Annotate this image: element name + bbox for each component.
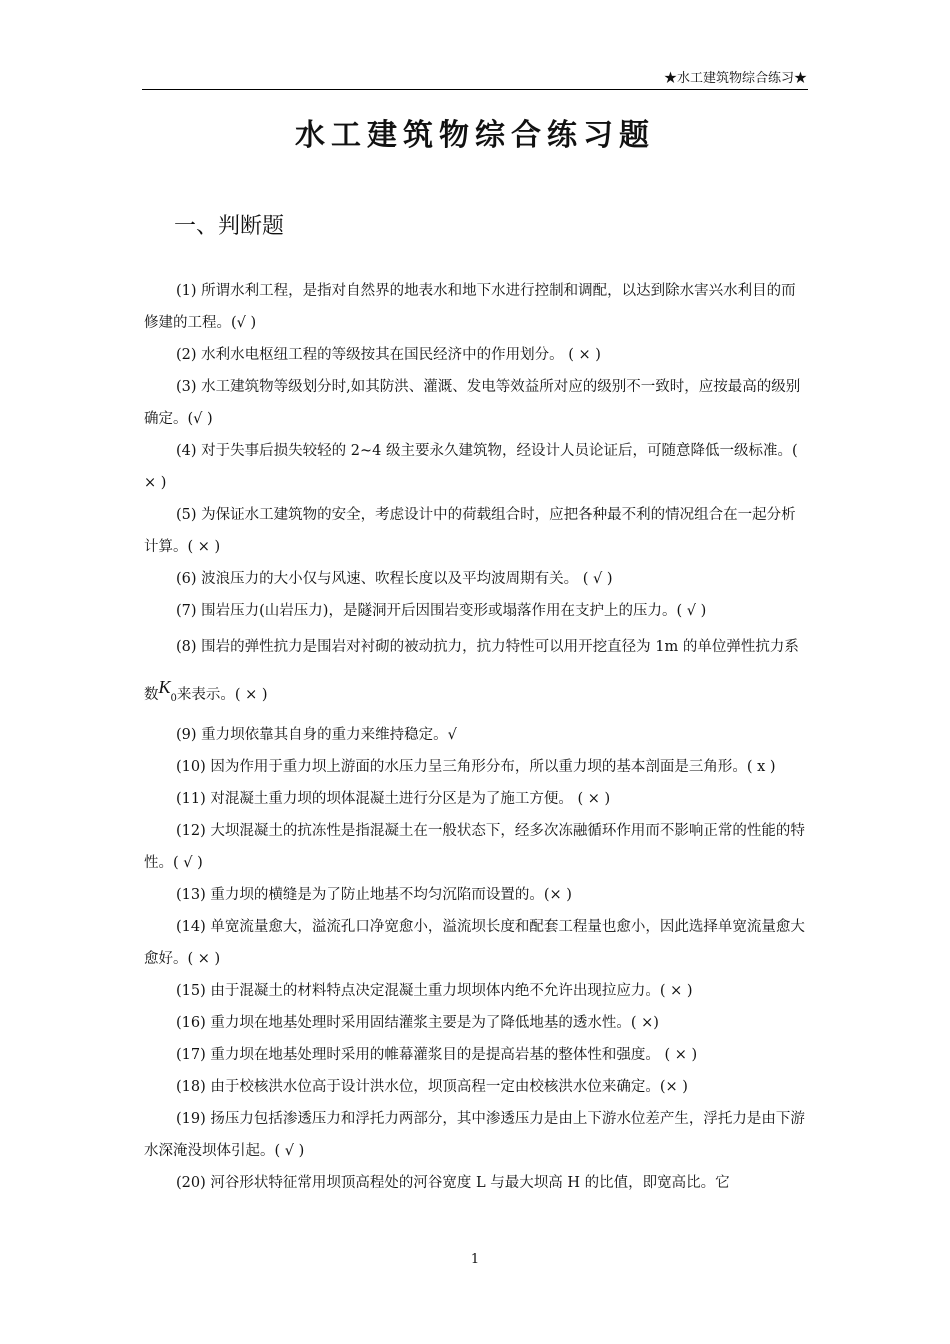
page-number: 1 [470, 1252, 480, 1267]
question-7: (7) 围岩压力(山岩压力)，是隧洞开后因围岩变形或塌落作用在支护上的压力。( √ ) [176, 603, 707, 619]
question-4: (4) 对于失事后损失较轻的 2~4 级主要永久建筑物，经设计人员论证后，可随意降低一级标准。( × ) [144, 443, 798, 491]
question-15: (15) 由于混凝土的材料特点决定混凝土重力坝坝体内绝不允许出现拉应力。( × ) [176, 983, 693, 999]
question-14: (14) 单宽流量愈大，溢流孔口净宽愈小，溢流坝长度和配套工程量也愈小，因此选择单宽流量愈大愈好。( × ) [144, 919, 805, 967]
question-8-text-after: 来表示。( × ) [176, 687, 268, 703]
running-header: ★水工建筑物综合练习★ [663, 71, 807, 86]
question-17: (17) 重力坝在地基处理时采用的帷幕灌浆目的是提高岩基的整体性和强度。 ( × ) [176, 1047, 698, 1063]
question-list [144, 275, 808, 1199]
question-18: (18) 由于校核洪水位高于设计洪水位，坝顶高程一定由校核洪水位来确定。(× ) [176, 1079, 688, 1095]
question-6: (6) 波浪压力的大小仅与风速、吹程长度以及平均波周期有关。 ( √ ) [176, 571, 613, 587]
question-8 [144, 627, 808, 719]
k-variable: K [158, 677, 171, 697]
question-3: (3) 水工建筑物等级划分时,如其防洪、灌溉、发电等效益所对应的级别不一致时，应按最高的级别确定。(√ ) [144, 379, 801, 427]
document-title: 水工建筑物综合练习题 [295, 118, 655, 153]
question-2: (2) 水利水电枢纽工程的等级按其在国民经济中的作用划分。 ( × ) [176, 347, 601, 363]
section-heading: 一、判断题 [174, 214, 285, 239]
question-9: (9) 重力坝依靠其自身的重力来维持稳定。√ [176, 727, 457, 743]
header-rule [142, 89, 808, 90]
question-10: (10) 因为作用于重力坝上游面的水压力呈三角形分布，所以重力坝的基本剖面是三角形。( x ) [176, 759, 776, 775]
question-11: (11) 对混凝土重力坝的坝体混凝土进行分区是为了施工方便。 ( × ) [176, 791, 611, 807]
question-12: (12) 大坝混凝土的抗冻性是指混凝土在一般状态下，经多次冻融循环作用而不影响正常的性能的特性。( √ ) [144, 823, 805, 871]
question-8-text-before: (8) 围岩的弹性抗力是围岩对衬砌的被动抗力，抗力特性可以用开挖直径为 1m 的单位弹性抗力系数 [144, 639, 799, 703]
question-5: (5) 为保证水工建筑物的安全，考虑设计中的荷载组合时，应把各种最不利的情况组合在一起分析计算。( × ) [144, 507, 796, 555]
question-19: (19) 扬压力包括渗透压力和浮托力两部分，其中渗透压力是由上下游水位差产生，浮托力是由下游水深淹没坝体引起。( √ ) [144, 1111, 805, 1159]
k-subscript: 0 [170, 693, 177, 704]
question-16: (16) 重力坝在地基处理时采用固结灌浆主要是为了降低地基的透水性。( ×) [176, 1015, 659, 1031]
question-20: (20) 河谷形状特征常用坝顶高程处的河谷宽度 L 与最大坝高 H 的比值，即宽高比。它 [176, 1175, 730, 1191]
question-1: (1) 所谓水利工程，是指对自然界的地表水和地下水进行控制和调配，以达到除水害兴水利目的而修建的工程。(√ ) [144, 283, 796, 331]
question-13: (13) 重力坝的横缝是为了防止地基不均匀沉陷而设置的。(× ) [176, 887, 572, 903]
